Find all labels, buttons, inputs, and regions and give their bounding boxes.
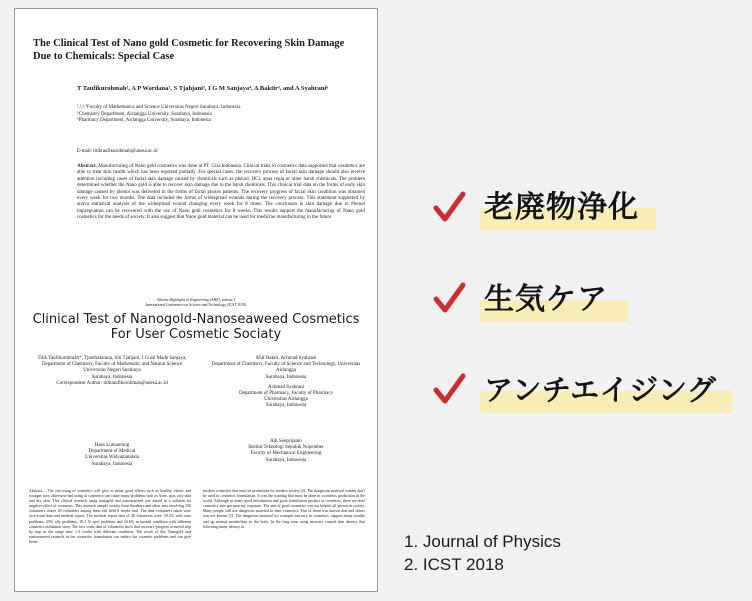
checkmark-icon xyxy=(432,372,466,406)
reference-item: 2. ICST 2018 xyxy=(404,555,504,574)
paper2-author-right2: Achmad Syahrani xyxy=(268,384,304,390)
paper2-author-block-right xyxy=(207,356,365,410)
paper2-affil-right1: Department of Chemistry, Faculty of Science and Technology, Universitas Airlangga Surabaya, Indonesia xyxy=(211,362,361,380)
paper1-abstract xyxy=(77,164,365,222)
paper2-author-left2: Hans Lumantung xyxy=(94,443,130,448)
paper2-affil-right3: Institut Teknologi Sepuluh Nopember Faculty of Mechanical Engineering Surabaya, Indonesia xyxy=(248,445,324,463)
paper2-author-right3: Adi Soeprijanto xyxy=(270,439,302,444)
paper2-affil-right2: Department of Pharmacy, Faculty of Pharmacy Universitas Airlangga Surabaya, Indonesia xyxy=(238,391,334,409)
paper1-email: E-mail: titiktaufikurohmah@unesa.ac.id xyxy=(77,149,158,154)
checkmark-icon xyxy=(432,190,466,224)
paper1-affiliation: ⁵Chemistry Department, Airlangga University, Surabaya, Indonesia xyxy=(77,111,212,117)
paper2-affil-left: Department of Chemistry, Faculty of Mathematic and Natural Science Universitas Negeri Surabaya Surabaya, Indonesia Correspondent Author: titiktaufikurohmah@unesa.ac.id xyxy=(41,362,183,386)
paper1-title: The Clinical Test of Nano gold Cosmetic for Recovering Skin Damage Due to Chemicals: Special Case xyxy=(33,38,345,62)
paper1-affiliation: ⁶Pharmacy Department, Airlangga University, Surabaya, Indonesia xyxy=(77,118,211,123)
paper2-conference: International Conference on Science and Technology (ICST 2018) xyxy=(145,303,247,307)
benefit-label-1: 老廃物浄化 xyxy=(484,190,639,225)
paper1-affiliation: ¹,²,³,⁴Faculty of Mathematics and Science Universitas Negeri Surabaya, Indonesia xyxy=(77,105,241,110)
paper2-authors-left: Titik Taufikurohmah*, Tjandrakirana, Siti Tjahjani, I Gusti Made Sanjaya, xyxy=(37,356,187,361)
reference-item: 1. Journal of Physics xyxy=(404,532,561,551)
paper1-abstract-text: Manufacturing of Nano gold cosmetics was done at PT. Gizi Indonesia. Clinical trials to cosmetics data supported that cosmetics are able to treat skin health which has been reported partially. For special cases, the recovery process of facial skin damage should also receive attention including cases of facial skin damage caused by chemicals such as phenol, HCl, aqua regia or other harsh chemicals. The problem determined whether the Nano gold is able to recover skin damage due to the harsh chemicals. This clinical trial data on the forms of early skin damage caused by phenol was delivered in the forms of facial photos patients. The recovery progress of facial skin condition was obtained every week for two months. The data included the forms of widespread wounds during the recovery process. This statement supported by anova statistical analysis of the widespread wound changing every week for 8 times. The conclusion is skin damage due to Phenol impregnation can be recovered with the use of Nano gold cosmetics for 8 weeks. This results support the manufacturing of Nano gold cosmetics for the needs of society. It also suggest that Nano gold material can be used for medicine manufacturing in the future. xyxy=(77,164,366,221)
paper1-affiliations xyxy=(77,105,367,125)
paper1-authors: T Taufikurohmah¹, A P Wardana², S Tjahjani³, I G M Sanjaya⁴, A Baktir⁵, and A Syahrani⁶ xyxy=(77,85,329,92)
paper2-author-right1: Afaf Baktir, Achmad Syahrani xyxy=(255,356,317,361)
reference-list xyxy=(404,530,561,576)
paper2-author-block-left xyxy=(31,356,193,387)
checkmark-icon xyxy=(432,281,466,315)
paper2-author-block-left2 xyxy=(31,443,193,468)
benefit-label-3: アンチエイジング xyxy=(484,373,717,407)
paper2-header xyxy=(15,298,377,308)
paper2-title: Clinical Test of Nanogold-Nanoseaweed Cosmetics For User Cosmetic Sociaty xyxy=(32,312,360,342)
paper2-series: Atlantis Highlights in Engineering (AHE), volume 1 xyxy=(156,298,236,302)
paper2-body-right: modern cosmetics that must be production for modern society [2]. The dangerous material content don't be used in cosmetics formulation. It was the warning that must be done in cosmetics production in the world. Although so many good information and good formulation product in cosmetics, there are steel cosmetics user get mercury exposure. The aim of good cosmetics was not helpful all person in society. Many people still use dangerous material in their cosmetics. Part of them was known that and others was not known [1]. The dangerous material for example mercury in cosmetics, support many trouble and up normal metabolism in the body. In the long time using mercury caused skin destroy that following many destroy in xyxy=(203,489,365,529)
paper2-author-block-right3 xyxy=(207,439,365,464)
benefit-label-2: 生気ケア xyxy=(484,282,608,317)
paper1-abstract-label: Abstract. xyxy=(77,164,97,169)
paper2-affil-left2: Department of Medical Universitas Widyamandala Surabaya, Indonesia xyxy=(85,449,139,467)
paper2-abstract-left: Abstract— The rise using of cosmetics will give so many good effects such as healthy, elastic and younger face, otherwise bad using of cosmetics can cause many problems such as Acne, spot, oily skin and dry skin. This clinical research using nanogold and nanoseaweed was aimed as a solution for negative effect of cosmetics. This research sample society from Surabaya and other area involving 256 volunteers where 48 volunteers among them fall field 8 weeks trail. The data volunteers taken were face-scant data and medical report. The medical report data of 48 volunteers were: 29.2% with acne problems, 25% oily problems, 29.2 % spot problems and 16.6% in normal condition with different cosmetics utilization story. The face scant data of volunteers show that recovery progress occurred step by step in the range time 1-4 weeks with different condition. The result of this Nanogold and nanoseaweed research in the cosmetics formulation can reduce the cosmetic problems and can give better xyxy=(29,489,191,544)
paper-scans xyxy=(14,8,378,592)
